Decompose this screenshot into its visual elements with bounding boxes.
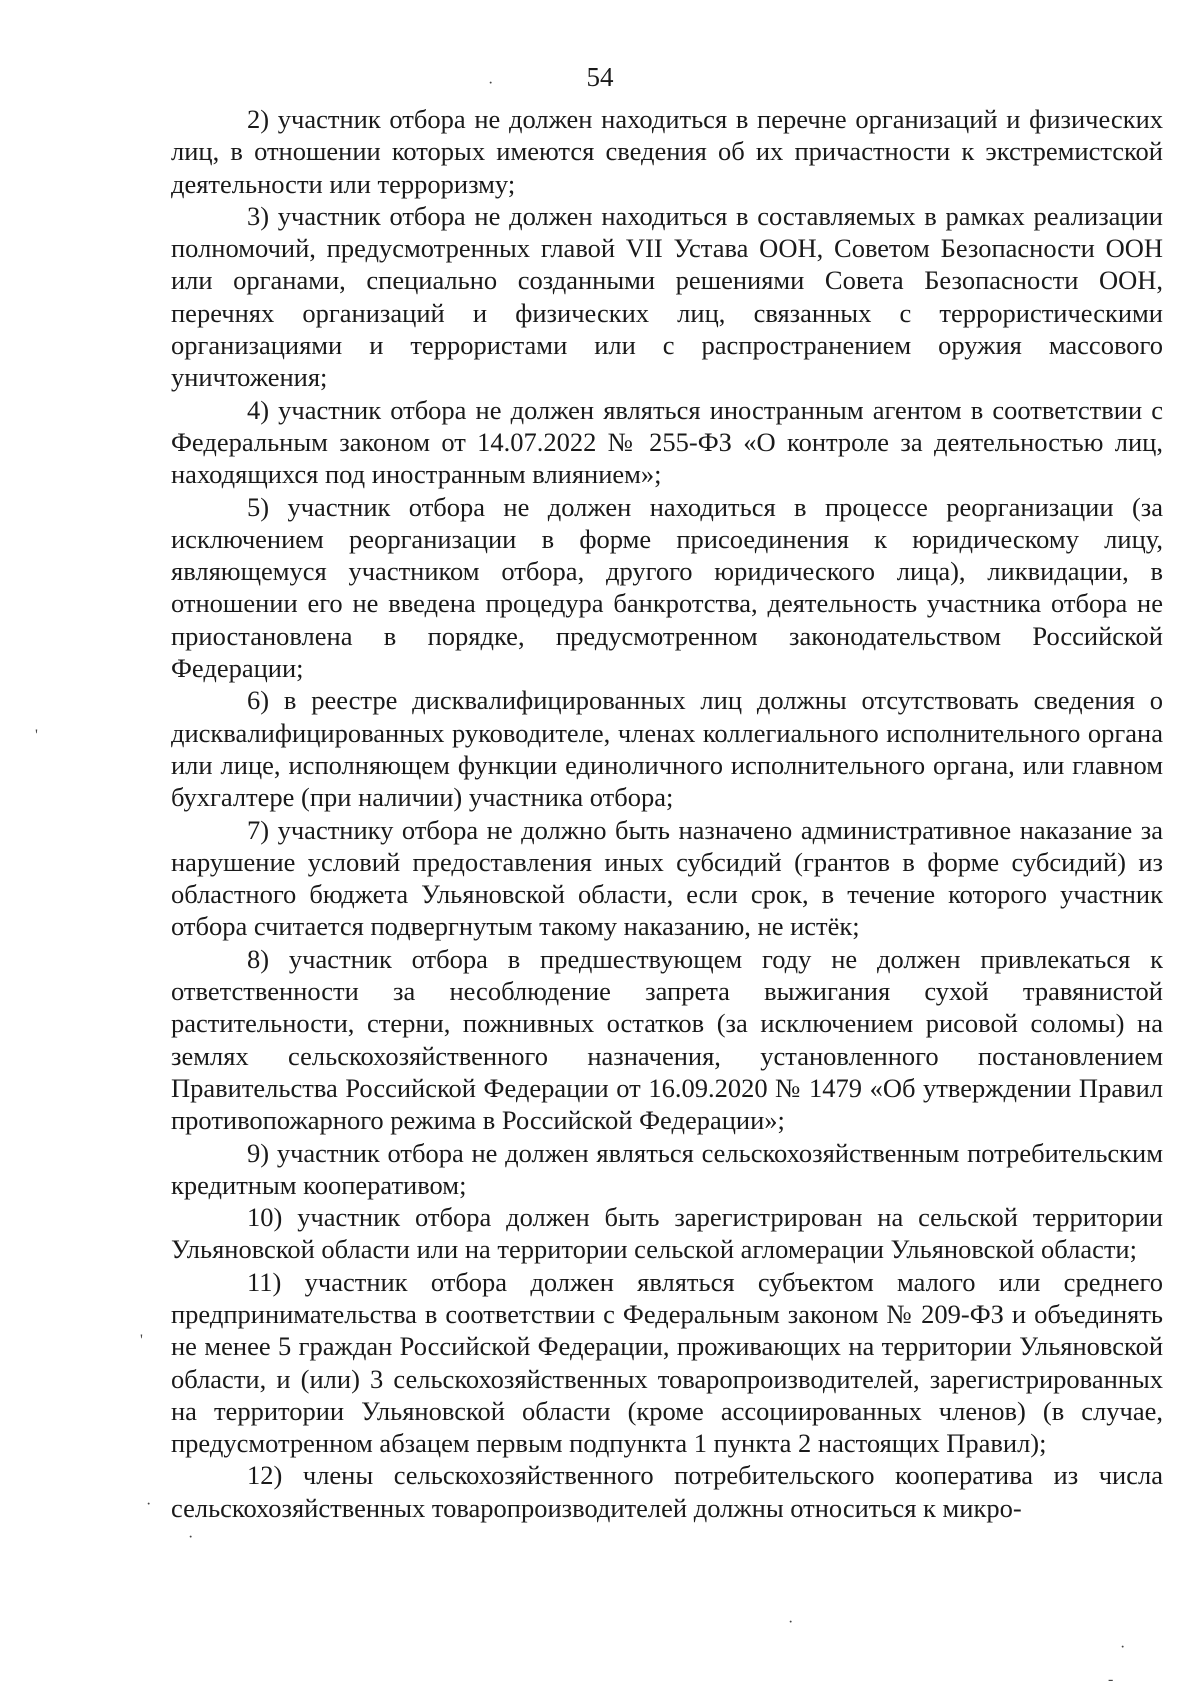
- scan-speck: ·: [488, 75, 494, 92]
- scan-speck: ·: [188, 1529, 194, 1546]
- paragraph-item-10: 10) участник отбора должен быть зарегистрирован на сельской территории Ульяновской области или на территории сельской агломерации Ульяновской области;: [171, 1202, 1163, 1265]
- paragraph-item-7: 7) участнику отбора не должно быть назначено административное наказание за нарушение условий предоставления иных субсидий (грантов в форме субсидий) из областного бюджета Ульяновской области, если срок, в течение которого участник отбора считается подвергнутым такому наказанию, не истёк;: [171, 814, 1163, 942]
- scan-speck: -: [1108, 1671, 1114, 1688]
- paragraph-item-2: 2) участник отбора не должен находиться в перечне организаций и физических лиц, в отношении которых имеются сведения об их причастности к экстремистской деятельности или терроризму;: [171, 104, 1163, 199]
- paragraph-item-6: 6) в реестре дисквалифицированных лиц должны отсутствовать сведения о дисквалифицированных руководителе, членах коллегиального исполнительного органа или лице, исполняющем функции единоличного исполнительного органа, или главном бухгалтере (при наличии) участника отбора;: [171, 685, 1163, 813]
- paragraph-item-3: 3) участник отбора не должен находиться в составляемых в рамках реализации полномочий, предусмотренных главой VII Устава ООН, Советом Безопасности ООН или органами, специально созданными решениями Совета Безопасности ООН, перечнях организаций и физических лиц, связанных с террористическими организациями и террористами или с распространением оружия массового уничтожения;: [171, 200, 1163, 393]
- scan-speck: ·: [146, 1496, 152, 1513]
- scan-speck: ': [140, 1332, 143, 1349]
- scan-speck: ': [35, 727, 38, 744]
- document-body: [171, 103, 1163, 1524]
- paragraph-item-9: 9) участник отбора не должен являться сельскохозяйственным потребительским кредитным кооперативом;: [171, 1137, 1163, 1200]
- scan-speck: ·: [1120, 1639, 1126, 1656]
- paragraph-item-8: 8) участник отбора в предшествующем году не должен привлекаться к ответственности за несоблюдение запрета выжигания сухой травянистой растительности, стерни, пожнивных остатков (за исключением рисовой соломы) на землях сельскохозяйственного назначения, установленного постановлением Правительства Российской Федерации от 16.09.2020 № 1479 «Об утверждении Правил противопожарного режима в Российской Федерации»;: [171, 943, 1163, 1136]
- paragraph-item-4: 4) участник отбора не должен являться иностранным агентом в соответствии с Федеральным законом от 14.07.2022 № 255-ФЗ «О контроле за деятельностью лиц, находящихся под иностранным влиянием»;: [171, 394, 1163, 490]
- page-number: 54: [586, 62, 614, 92]
- paragraph-item-12: 12) члены сельскохозяйственного потребительского кооператива из числа сельскохозяйственных товаропроизводителей должны относиться к микро-: [171, 1460, 1163, 1523]
- paragraph-item-11: 11) участник отбора должен являться субъектом малого или среднего предпринимательства в соответствии с Федеральным законом № 209-ФЗ и объединять не менее 5 граждан Российской Федерации, проживающих на территории Ульяновской области, и (или) 3 сельскохозяйственных товаропроизводителей, зарегистрированных на территории Ульяновской области (кроме ассоциированных членов) (в случае, предусмотренном абзацем первым подпункта 1 пункта 2 настоящих Правил);: [171, 1266, 1163, 1459]
- paragraph-item-5: 5) участник отбора не должен находиться в процессе реорганизации (за исключением реорганизации в форме присоединения к юридическому лицу, являющемуся участником отбора, другого юридического лица), ликвидации, в отношении его не введена процедура банкротства, деятельность участника отбора не приостановлена в порядке, предусмотренном законодательством Российской Федерации;: [171, 491, 1163, 684]
- scan-speck: ·: [788, 1614, 794, 1631]
